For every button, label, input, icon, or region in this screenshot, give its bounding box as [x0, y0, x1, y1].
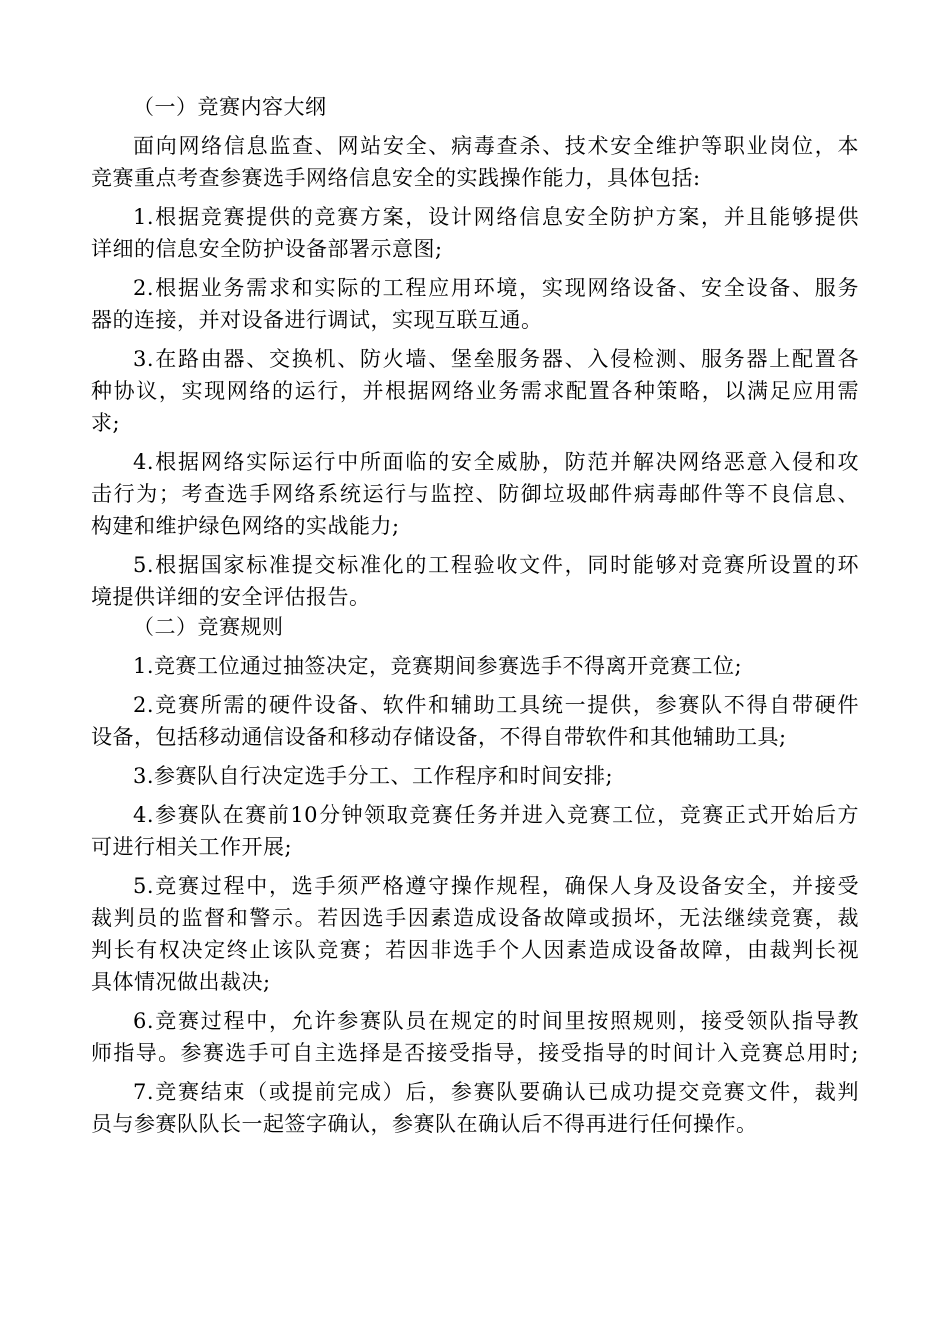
text-line: 师指导。参赛选手可自主选择是否接受指导，接受指导的时间计入竞赛总用时; [91, 1041, 859, 1065]
list-item [91, 344, 859, 438]
text-line: 面向网络信息监查、网站安全、病毒查杀、技术安全维护等职业岗位，本 [133, 134, 859, 158]
list-item [91, 761, 859, 791]
text-line: 员与参赛队队长一起签字确认，参赛队在确认后不得再进行任何操作。 [91, 1112, 758, 1136]
text-line: 1.根据竞赛提供的竞赛方案，设计网络信息安全防护方案，并且能够提供 [133, 205, 859, 229]
list-item [91, 447, 859, 541]
text-line: 6.竞赛过程中，允许参赛队员在规定的时间里按照规则，接受领队指导教 [133, 1009, 859, 1033]
text-line: 境提供详细的安全评估报告。 [91, 585, 371, 609]
list-item [91, 1006, 859, 1068]
list-item [91, 800, 859, 862]
text-line: 详细的信息安全防护设备部署示意图; [91, 237, 443, 261]
text-line: 竞赛重点考查参赛选手网络信息安全的实践操作能力，具体包括: [91, 166, 701, 190]
section-heading-outline: （一）竞赛内容大纲 [133, 95, 327, 119]
section-heading-rules: （二）竞赛规则 [133, 615, 284, 639]
document-page [91, 92, 859, 1139]
text-line: 4.根据网络实际运行中所面临的安全威胁，防范并解决网络恶意入侵和攻 [133, 450, 859, 474]
list-item [91, 550, 859, 612]
text-line: 5.竞赛过程中，选手须严格遵守操作规程，确保人身及设备安全，并接受 [133, 874, 859, 898]
list-item [91, 273, 859, 335]
text-line: 3.在路由器、交换机、防火墙、堡垒服务器、入侵检测、服务器上配置各 [133, 347, 859, 371]
text-line: 具体情况做出裁决; [91, 970, 271, 994]
text-line: 裁判员的监督和警示。若因选手因素造成设备故障或损坏，无法继续竞赛，裁 [91, 906, 859, 930]
list-item [91, 651, 859, 681]
text-line: 判长有权决定终止该队竞赛；若因非选手个人因素造成设备故障，由裁判长视 [91, 938, 859, 962]
list-item [91, 202, 859, 264]
text-line: 可进行相关工作开展; [91, 835, 293, 859]
text-line: 5.根据国家标准提交标准化的工程验收文件，同时能够对竞赛所设置的环 [133, 553, 859, 577]
list-item [91, 871, 859, 997]
text-line: 7.竞赛结束（或提前完成）后，参赛队要确认已成功提交竞赛文件，裁判 [133, 1080, 859, 1104]
list-item [91, 690, 859, 752]
text-line: 2.竞赛所需的硬件设备、软件和辅助工具统一提供，参赛队不得自带硬件 [133, 693, 859, 717]
text-line: 4.参赛队在赛前10分钟领取竞赛任务并进入竞赛工位，竞赛正式开始后方 [133, 803, 859, 827]
text-line: 设备，包括移动通信设备和移动存储设备，不得自带软件和其他辅助工具; [91, 725, 787, 749]
text-line: 求; [91, 411, 121, 435]
list-item [91, 1077, 859, 1139]
text-line: 1.竞赛工位通过抽签决定，竞赛期间参赛选手不得离开竞赛工位; [133, 654, 743, 678]
paragraph-intro [91, 131, 859, 193]
text-line: 2.根据业务需求和实际的工程应用环境，实现网络设备、安全设备、服务 [133, 276, 859, 300]
text-line: 种协议，实现网络的运行，并根据网络业务需求配置各种策略，以满足应用需 [91, 379, 859, 403]
text-line: 击行为；考查选手网络系统运行与监控、防御垃圾邮件病毒邮件等不良信息、 [91, 482, 859, 506]
text-line: 构建和维护绿色网络的实战能力; [91, 514, 400, 538]
text-line: 3.参赛队自行决定选手分工、工作程序和时间安排; [133, 764, 614, 788]
text-line: 器的连接，并对设备进行调试，实现互联互通。 [91, 308, 543, 332]
